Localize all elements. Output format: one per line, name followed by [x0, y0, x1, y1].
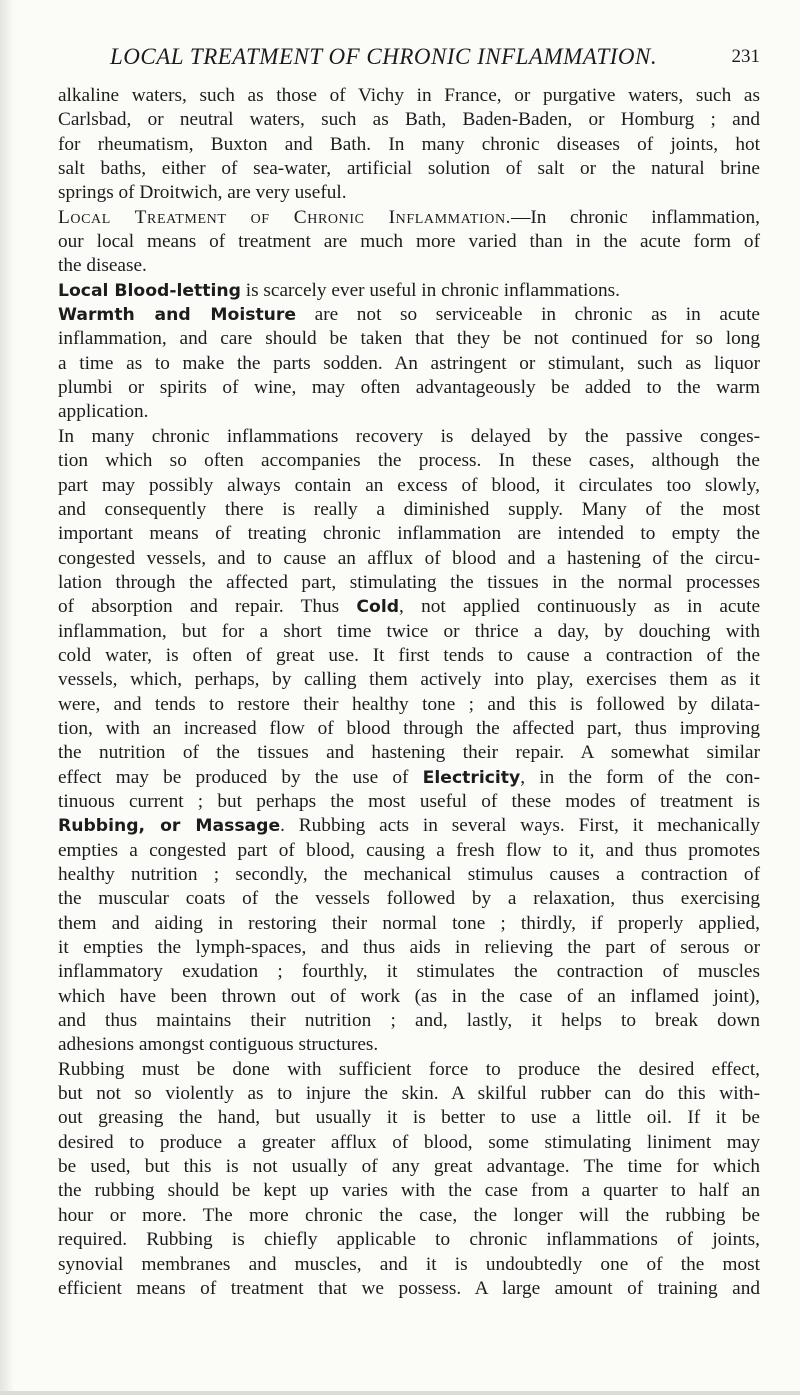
text-line: required. Rubbing is chiefly applicable to chronic inflammations of joints, — [58, 1229, 760, 1251]
text-line: which have been thrown out of work (as in the case of an inflamed joint), — [58, 985, 760, 1007]
text-line: plumbi or spirits of wine, may often advantageously be added to the warm — [58, 377, 760, 399]
text-run: are not so serviceable in chronic as in acute — [296, 304, 760, 326]
text-line: salt baths, either of sea-water, artificial solution of salt or the natural brine — [58, 158, 760, 180]
text-line: adhesions amongst contiguous structures. — [58, 1034, 379, 1056]
text-line: desired to produce a greater afflux of blood, some stimulating liniment may — [58, 1131, 760, 1153]
text-line: the muscular coats of the vessels followed by a relaxation, thus exercising — [58, 888, 760, 910]
text-line: it empties the lymph-spaces, and thus aids in relieving the part of serous or — [58, 937, 760, 959]
text-line: out greasing the hand, but usually it is better to use a little oil. If it be — [58, 1107, 760, 1129]
text-line — [58, 279, 760, 303]
text-line: inflammation, and care should be taken that they be not continued for so long — [58, 328, 760, 350]
section-heading: Local Treatment of Chronic Inflammation. — [58, 206, 512, 228]
text-line — [58, 595, 760, 619]
text-line: springs of Droitwich, are very useful. — [58, 182, 347, 204]
text-line: vessels, which, perhaps, by calling them actively into play, exercises them as it — [58, 669, 760, 691]
text-line: alkaline waters, such as those of Vichy in France, or purgative waters, such as — [58, 85, 760, 106]
text-line: lation through the affected part, stimulating the tissues in the normal processes — [58, 571, 760, 593]
text-run: . Rubbing acts in several ways. First, it mechanically — [280, 815, 760, 837]
text-line: congested vessels, and to cause an afflux of blood and a hastening of the circu- — [58, 547, 760, 569]
bold-term: Electricity — [422, 767, 521, 788]
text-line: the nutrition of the tissues and hastening their repair. A somewhat similar — [58, 742, 760, 764]
text-line: inflammatory exudation ; fourthly, it stimulates the contraction of muscles — [58, 961, 760, 983]
text-line: and consequently there is really a diminished supply. Many of the most — [58, 498, 760, 520]
text-line: tinuous current ; but perhaps the most useful of these modes of treatment is — [58, 790, 760, 812]
paragraph-warmth-moisture — [58, 303, 760, 425]
text-line: part may possibly always contain an excess of blood, it circulates too slowly, — [58, 474, 760, 496]
text-line: cold water, is often of great use. It first tends to cause a contraction of the — [58, 644, 760, 666]
running-head — [0, 44, 800, 76]
paragraph-rubbing — [58, 1058, 760, 1301]
running-title: LOCAL TREATMENT OF CHRONIC INFLAMMATION. — [110, 44, 658, 69]
bold-term: Warmth and Moisture — [58, 305, 297, 326]
text-line: them and aiding in restoring their normal tone ; thirdly, if properly applied, — [58, 912, 760, 934]
text-run: , not applied continuously as in acute — [399, 596, 760, 618]
paragraph-spa-waters — [58, 84, 760, 206]
text-line: synovial membranes and muscles, and it is undoubtedly one of the most — [58, 1253, 760, 1275]
text-line: the disease. — [58, 255, 147, 277]
text-line: important means of treating chronic inflammation are intended to empty the — [58, 523, 760, 545]
text-line: be used, but this is not usually of any great advantage. The time for which — [58, 1156, 760, 1178]
page-edge-shadow — [0, 0, 14, 1395]
text-run: is scarcely ever useful in chronic inflammations. — [240, 279, 620, 301]
text-line: hour or more. The more chronic the case, the longer will the rubbing be — [58, 1204, 760, 1226]
text-line: Rubbing must be done with sufficient force to produce the desired effect, — [58, 1058, 760, 1080]
text-line: Carlsbad, or neutral waters, such as Bath, Baden-Baden, or Homburg ; and — [58, 109, 760, 131]
text-line: application. — [58, 401, 149, 423]
text-line: for rheumatism, Buxton and Bath. In many chronic diseases of joints, hot — [58, 133, 760, 155]
text-line: a time as to make the parts sodden. An astringent or stimulant, such as liquor — [58, 352, 760, 374]
text-line — [58, 814, 760, 838]
paragraph-congestion — [58, 425, 760, 1058]
body-text — [58, 84, 760, 1301]
text-line: inflammation, but for a short time twice or thrice a day, by douching with — [58, 620, 760, 642]
text-line: empties a congested part of blood, causing a fresh flow to it, and thus promotes — [58, 839, 760, 861]
page-bottom-edge — [0, 1391, 800, 1395]
text-line — [58, 206, 760, 230]
text-line: tion, with an increased flow of blood through the affected part, thus improving — [58, 717, 760, 739]
text-line: were, and tends to restore their healthy tone ; and this is followed by dilata- — [58, 693, 760, 715]
text-line: and thus maintains their nutrition ; and, lastly, it helps to break down — [58, 1010, 760, 1032]
bold-term: Local Blood-letting — [58, 280, 241, 301]
text-line: but not so violently as to injure the skin. A skilful rubber can do this with- — [58, 1083, 760, 1105]
text-run: of absorption and repair. Thus — [58, 596, 357, 618]
bold-term: Rubbing, or Massage — [58, 816, 281, 837]
text-line: the rubbing should be kept up varies with the case from a quarter to half an — [58, 1180, 760, 1202]
paragraph-blood-letting — [58, 279, 760, 303]
text-line — [58, 303, 760, 327]
text-line: In many chronic inflammations recovery is delayed by the passive conges- — [58, 425, 760, 447]
text-line — [58, 766, 760, 790]
text-run: —In chronic inflammation, — [511, 206, 760, 228]
paragraph-local-treatment — [58, 206, 760, 279]
text-run: , in the form of the con- — [520, 766, 760, 788]
text-run: effect may be produced by the use of — [58, 766, 423, 788]
page-number: 231 — [731, 46, 760, 67]
text-line: healthy nutrition ; secondly, the mechanical stimulus causes a contraction of — [58, 864, 760, 885]
text-line: tion which so often accompanies the process. In these cases, although the — [58, 450, 760, 472]
text-line: our local means of treatment are much more varied than in the acute form of — [58, 231, 760, 253]
text-line: efficient means of treatment that we possess. A large amount of training and — [58, 1277, 760, 1299]
bold-term: Cold — [356, 597, 400, 618]
